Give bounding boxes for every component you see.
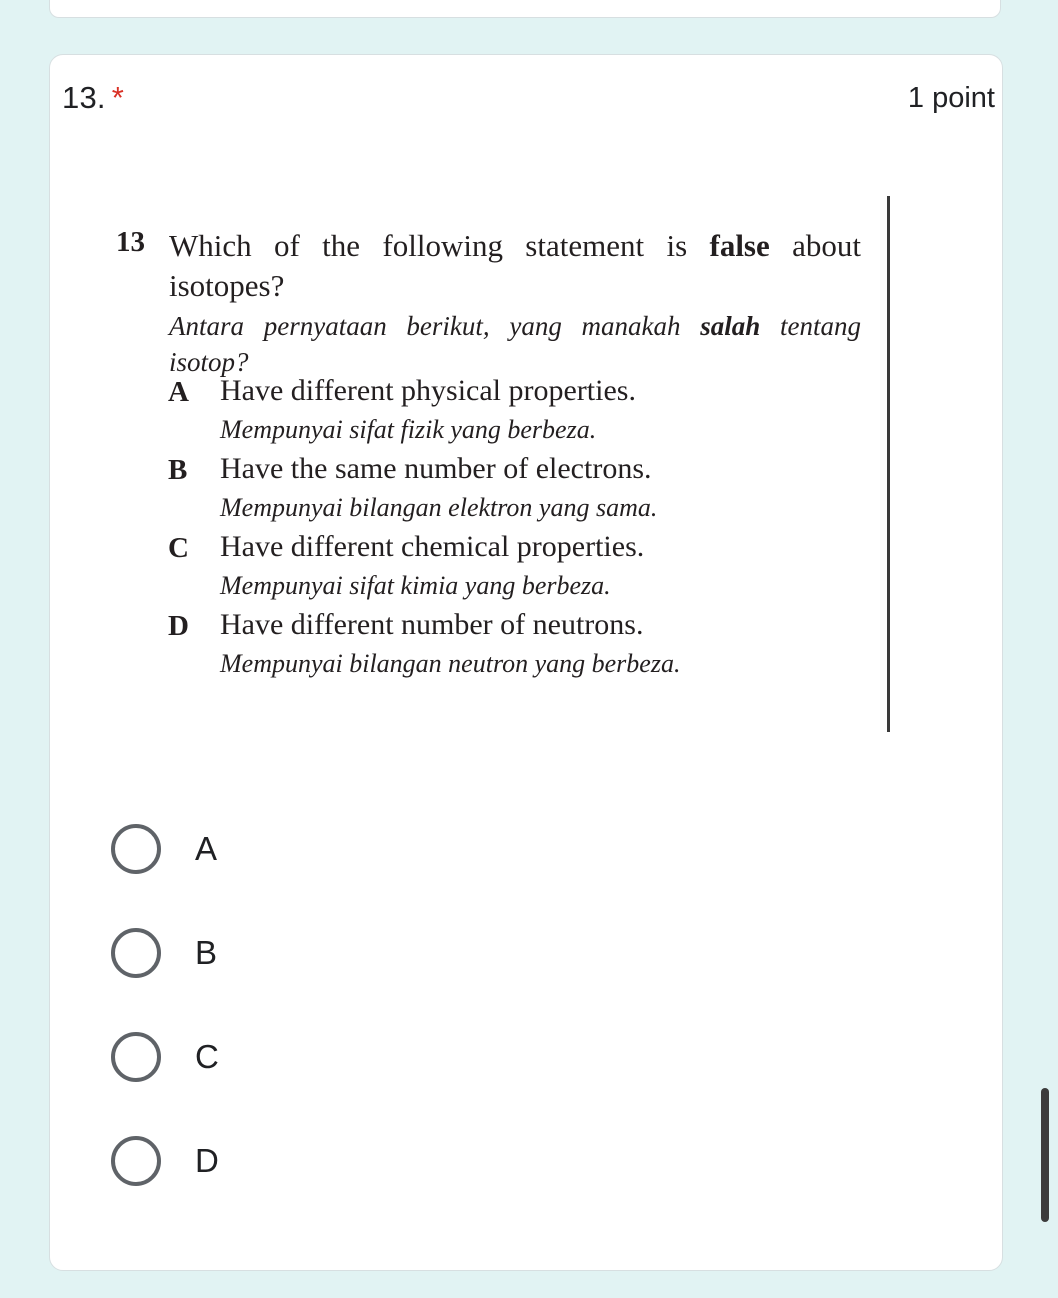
option-english: Have different number of neutrons. [220, 608, 644, 641]
image-option-d [168, 608, 858, 686]
stem-english [169, 226, 861, 306]
stem-english-part: about isotopes? [169, 228, 861, 303]
option-malay: Mempunyai bilangan neutron yang berbeza. [220, 649, 681, 678]
stem-english-bold: false [709, 228, 770, 263]
question-number: 13. [62, 80, 106, 115]
image-option-b [168, 452, 858, 530]
choice-label-a[interactable]: A [195, 830, 218, 867]
question-points: 1 point [907, 82, 995, 114]
stem-malay-bold: salah [700, 311, 761, 341]
stem-malay [169, 308, 861, 380]
image-options [168, 374, 858, 686]
required-asterisk: * [111, 80, 124, 115]
stem-english-part: Which of the following statement is [169, 228, 710, 263]
stem-malay-part: Antara pernyataan berikut, yang manakah [169, 311, 701, 341]
choice-b[interactable] [111, 928, 511, 1032]
option-letter: D [168, 610, 189, 642]
stem-malay-part: tentang isotop? [169, 311, 861, 377]
option-malay: Mempunyai sifat kimia yang berbeza. [220, 571, 611, 600]
stem-body [169, 226, 861, 380]
answer-choices [111, 824, 511, 1240]
question-title [62, 80, 124, 116]
choice-a[interactable] [111, 824, 511, 928]
image-option-c [168, 530, 858, 608]
choice-label-b[interactable]: B [195, 934, 218, 971]
scrollbar-thumb[interactable] [1041, 1088, 1049, 1222]
option-malay: Mempunyai bilangan elektron yang sama. [220, 493, 658, 522]
choice-c[interactable] [111, 1032, 511, 1136]
option-letter: C [168, 532, 189, 564]
option-english: Have the same number of electrons. [220, 452, 652, 485]
image-border-line [887, 196, 890, 732]
radio-button-d[interactable] [111, 1136, 161, 1186]
question-image [110, 196, 890, 732]
option-english: Have different chemical properties. [220, 530, 645, 563]
option-letter: B [168, 454, 188, 486]
option-english: Have different physical properties. [220, 374, 636, 407]
radio-button-a[interactable] [111, 824, 161, 874]
previous-question-card [49, 0, 1001, 18]
image-option-a [168, 374, 858, 452]
choice-d[interactable] [111, 1136, 511, 1240]
choice-label-c[interactable]: C [195, 1038, 219, 1075]
option-malay: Mempunyai sifat fizik yang berbeza. [220, 415, 597, 444]
stem-number: 13 [116, 226, 145, 258]
option-letter: A [168, 376, 189, 408]
radio-button-c[interactable] [111, 1032, 161, 1082]
radio-button-b[interactable] [111, 928, 161, 978]
choice-label-d[interactable]: D [195, 1142, 219, 1179]
